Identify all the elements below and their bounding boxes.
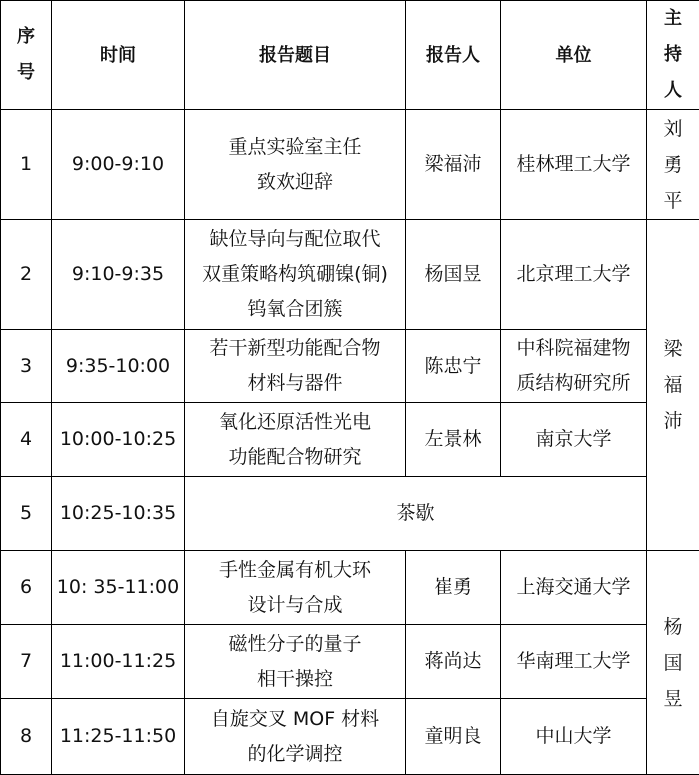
row-index: 7 <box>1 625 52 699</box>
header-index: 序号 <box>1 1 52 110</box>
row-time: 9:35-10:00 <box>52 330 185 403</box>
host-cell: 杨国昱 <box>647 551 699 775</box>
row-title: 氧化还原活性光电 功能配合物研究 <box>185 403 406 477</box>
host-cell: 梁福沛 <box>647 220 699 551</box>
row-time: 10:25-10:35 <box>52 477 185 551</box>
table-row <box>1 625 699 699</box>
header-affiliation: 单位 <box>501 1 647 110</box>
row-index: 6 <box>1 551 52 625</box>
row-time: 10: 35-11:00 <box>52 551 185 625</box>
row-speaker: 陈忠宁 <box>406 330 501 403</box>
host-cell: 刘勇平 <box>647 110 699 220</box>
row-affiliation: 中山大学 <box>501 699 647 775</box>
row-time: 9:00-9:10 <box>52 110 185 220</box>
row-time: 10:00-10:25 <box>52 403 185 477</box>
row-title: 手性金属有机大环 设计与合成 <box>185 551 406 625</box>
break-cell: 茶歇 <box>185 477 647 551</box>
table-row <box>1 551 699 625</box>
header-time: 时间 <box>52 1 185 110</box>
table-row <box>1 330 699 403</box>
row-index: 5 <box>1 477 52 551</box>
row-time: 11:25-11:50 <box>52 699 185 775</box>
row-title: 重点实验室主任 致欢迎辞 <box>185 110 406 220</box>
row-affiliation: 上海交通大学 <box>501 551 647 625</box>
header-title: 报告题目 <box>185 1 406 110</box>
row-speaker: 童明良 <box>406 699 501 775</box>
row-affiliation: 中科院福建物 质结构研究所 <box>501 330 647 403</box>
row-affiliation: 华南理工大学 <box>501 625 647 699</box>
row-affiliation: 南京大学 <box>501 403 647 477</box>
table-row <box>1 220 699 330</box>
row-speaker: 杨国昱 <box>406 220 501 330</box>
row-title: 自旋交叉 MOF 材料 的化学调控 <box>185 699 406 775</box>
row-index: 2 <box>1 220 52 330</box>
row-title: 若干新型功能配合物 材料与器件 <box>185 330 406 403</box>
row-time: 9:10-9:35 <box>52 220 185 330</box>
row-time: 11:00-11:25 <box>52 625 185 699</box>
row-speaker: 蒋尚达 <box>406 625 501 699</box>
row-index: 3 <box>1 330 52 403</box>
table-row <box>1 110 699 220</box>
row-affiliation: 桂林理工大学 <box>501 110 647 220</box>
row-speaker: 左景林 <box>406 403 501 477</box>
row-speaker: 崔勇 <box>406 551 501 625</box>
row-speaker: 梁福沛 <box>406 110 501 220</box>
table-row <box>1 477 699 551</box>
table-row <box>1 699 699 775</box>
header-host: 主持人 <box>647 1 699 110</box>
row-index: 8 <box>1 699 52 775</box>
table-row <box>1 403 699 477</box>
row-index: 4 <box>1 403 52 477</box>
header-row <box>1 1 699 110</box>
row-title: 磁性分子的量子 相干操控 <box>185 625 406 699</box>
row-index: 1 <box>1 110 52 220</box>
row-affiliation: 北京理工大学 <box>501 220 647 330</box>
header-speaker: 报告人 <box>406 1 501 110</box>
row-title: 缺位导向与配位取代 双重策略构筑硼镍(铜) 钨氧合团簇 <box>185 220 406 330</box>
